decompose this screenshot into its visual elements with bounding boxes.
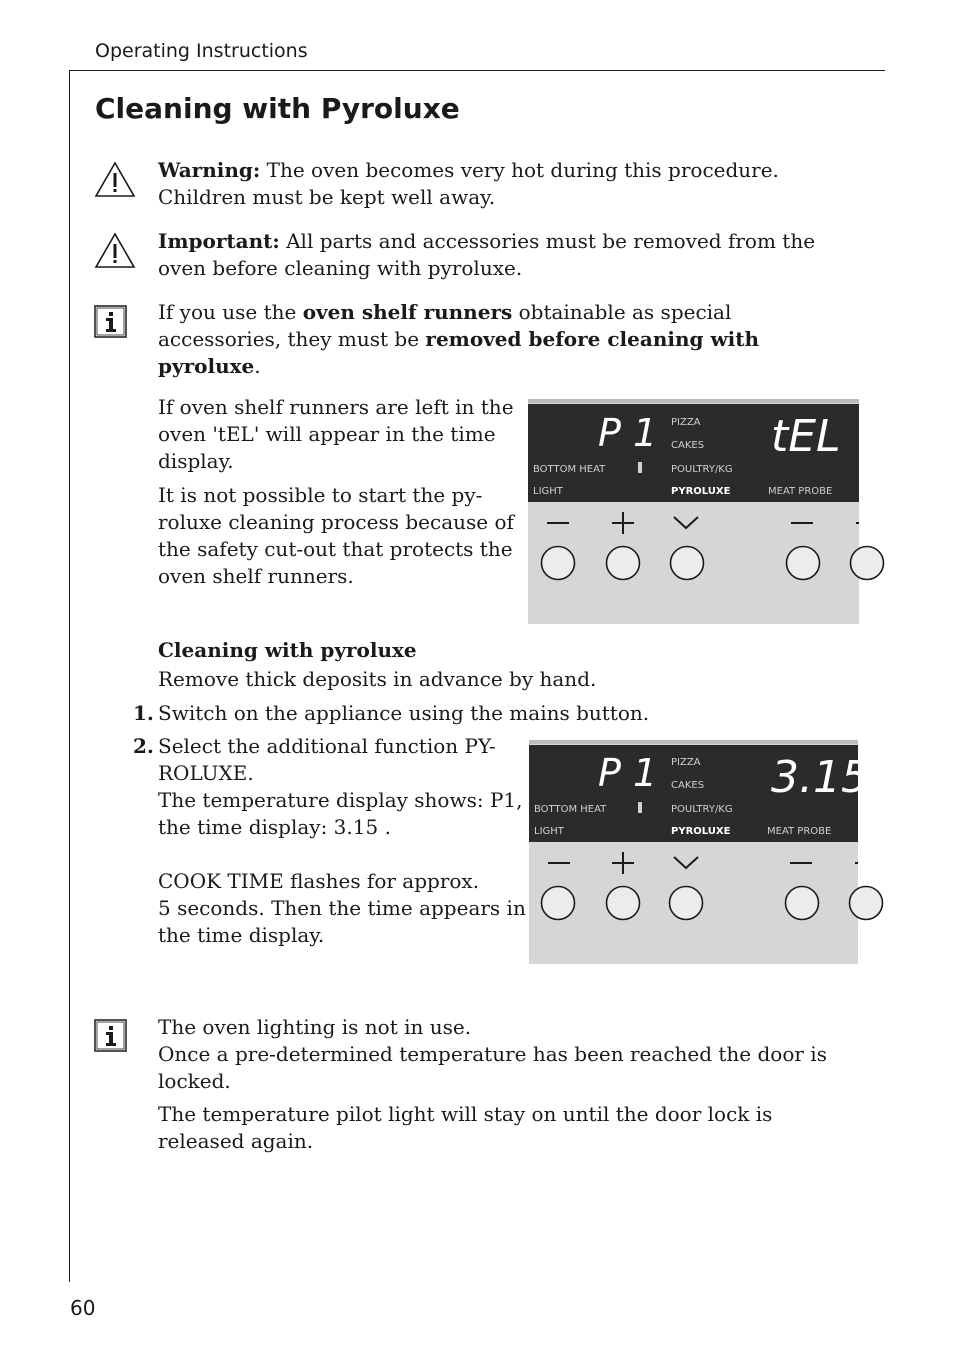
label-cakes: CAKES	[671, 440, 705, 451]
page-number: 60	[70, 1296, 96, 1320]
label-poultry: POULTRY/KG	[671, 804, 733, 815]
warning-notice	[158, 157, 858, 211]
time-display: 3.15	[771, 752, 869, 803]
running-head: Operating Instructions	[95, 40, 308, 62]
info-runners-b2: removed before cleaning with pyroluxe	[158, 327, 760, 378]
control-panel-illustration-2	[529, 740, 869, 964]
info-runners-t3: .	[254, 354, 261, 378]
info-runners-t2: obtainable as special accessories, they must be	[158, 300, 732, 351]
header-rule	[70, 70, 885, 71]
label-cakes: CAKES	[671, 780, 705, 791]
button-minus-1	[542, 887, 575, 920]
label-light: LIGHT	[533, 486, 563, 497]
temperature-display: P 1	[598, 411, 658, 455]
subheading: Cleaning with pyroluxe	[158, 638, 417, 662]
warning-label: Warning:	[158, 158, 261, 182]
info-icon	[94, 1019, 128, 1053]
label-pizza: PIZZA	[671, 757, 701, 768]
label-pyroluxe: PYROLUXE	[671, 486, 731, 497]
warning-text: The oven becomes very hot during this procedure. Children must be kept well away.	[158, 158, 779, 209]
info-icon	[94, 305, 128, 339]
label-meat-probe: MEAT PROBE	[767, 826, 832, 837]
button-minus-2	[786, 887, 819, 920]
info-runners-notice	[158, 299, 858, 380]
button-plus-2	[850, 887, 883, 920]
important-notice	[158, 228, 858, 282]
step-number-2: 2.	[133, 734, 154, 758]
label-light: LIGHT	[534, 826, 564, 837]
step-2-line-8: the time display.	[158, 923, 325, 947]
label-pyroluxe: PYROLUXE	[671, 826, 731, 837]
step-2-line-3: The temperature display shows: P1,	[158, 788, 523, 812]
control-panel-illustration-1	[528, 399, 859, 624]
info-lighting-line-3: The temperature pilot light will stay on until the door lock is released again.	[158, 1102, 773, 1153]
temperature-display: P 1	[598, 751, 658, 795]
button-plus-1	[607, 547, 640, 580]
intro-text: Remove thick deposits in advance by hand.	[158, 667, 597, 691]
runners-paragraph-2: It is not possible to start the py-roluxe cleaning process because of the safety cut-out that protects the oven shelf runners.	[158, 483, 514, 588]
label-poultry: POULTRY/KG	[671, 464, 733, 475]
label-bottom-heat: BOTTOM HEAT	[533, 464, 606, 475]
label-bottom-heat: BOTTOM HEAT	[534, 804, 607, 815]
warning-triangle-icon	[94, 231, 136, 271]
button-plus-1	[607, 887, 640, 920]
button-select-1	[671, 547, 704, 580]
button-minus-2	[787, 547, 820, 580]
step-number-1: 1.	[133, 701, 154, 725]
step-2-line-2: ROLUXE.	[158, 761, 254, 785]
info-runners-b1: oven shelf runners	[302, 300, 513, 324]
time-display: tEL	[771, 411, 841, 462]
step-2-line-6: COOK TIME flashes for approx.	[158, 869, 480, 893]
step-1-text: Switch on the appliance using the mains button.	[158, 701, 650, 725]
step-2-line-1: Select the additional function PY-	[158, 734, 496, 758]
info-lighting-line-1: The oven lighting is not in use.	[158, 1015, 472, 1039]
button-minus-1	[542, 547, 575, 580]
button-select-1	[670, 887, 703, 920]
info-lighting-line-2: Once a pre-determined temperature has been reached the door is locked.	[158, 1042, 827, 1093]
section-title: Cleaning with Pyroluxe	[95, 92, 460, 125]
step-2-line-4: the time display: 3.15 .	[158, 815, 391, 839]
step-2-line-7: 5 seconds. Then the time appears in	[158, 896, 526, 920]
important-text: All parts and accessories must be removed from the oven before cleaning with pyroluxe.	[158, 229, 816, 280]
label-meat-probe: MEAT PROBE	[768, 486, 833, 497]
runners-paragraph-1: If oven shelf runners are left in the oven 'tEL' will appear in the time display.	[158, 395, 514, 473]
button-plus-2	[851, 547, 884, 580]
important-label: Important:	[158, 229, 280, 253]
label-pizza: PIZZA	[671, 417, 701, 428]
info-runners-t1: If you use the	[158, 300, 303, 324]
margin-rule	[69, 70, 70, 1282]
warning-triangle-icon	[94, 160, 136, 200]
